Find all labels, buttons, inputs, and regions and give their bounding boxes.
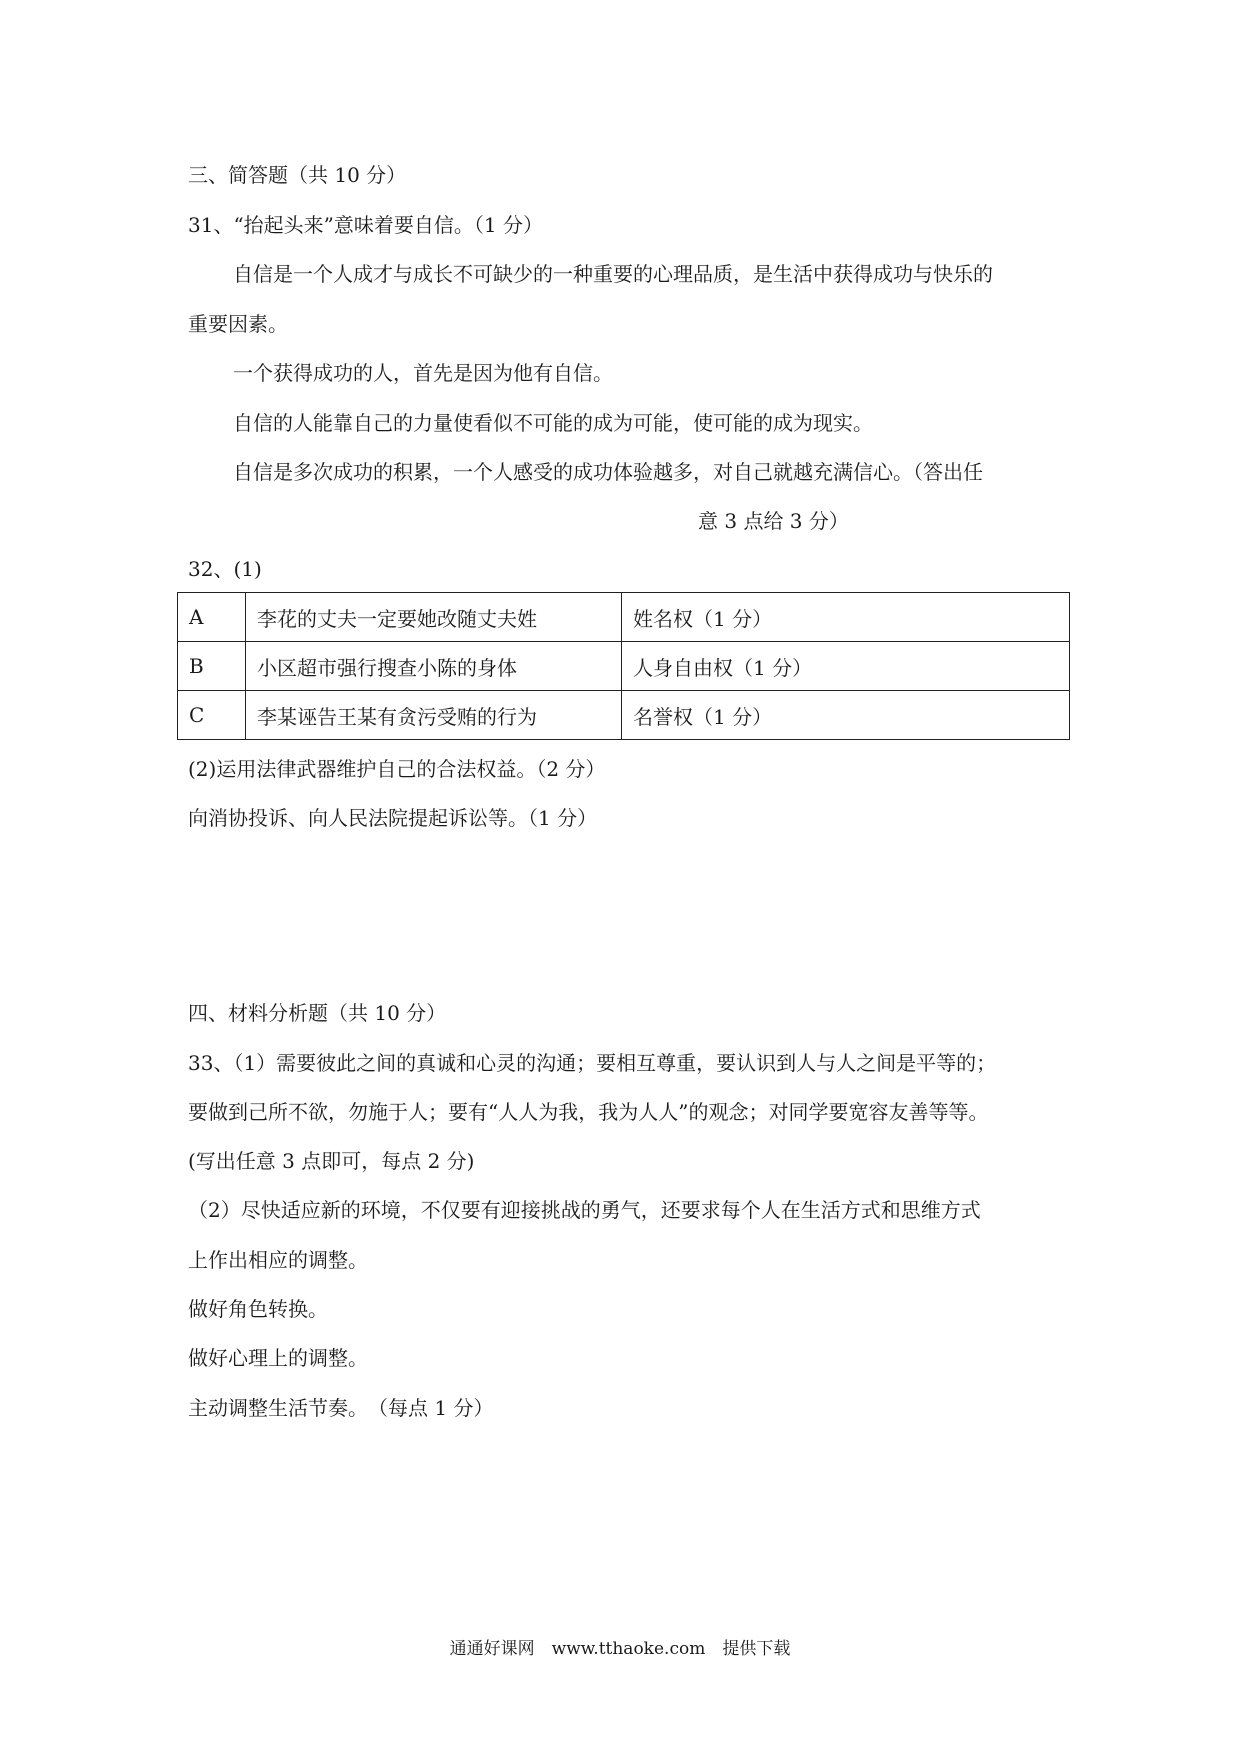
q32-part2-line-1: (2)运用法律武器维护自己的合法权益。（2 分） [188,757,606,781]
q33-line-2: 要做到己所不欲，勿施于人；要有“人人为我，我为人人”的观念；对同学要宽容友善等等。 [188,1100,989,1124]
q32-title: 32、(1) [188,557,262,581]
table-row [178,642,1070,691]
section-3-heading: 三、简答题（共 10 分） [188,163,407,187]
q33-line-8: 主动调整生活节奏。 （每点 1 分） [188,1396,494,1420]
rights-table [177,592,1070,740]
q33-line-5: 上作出相应的调整。 [188,1248,368,1272]
q33-line-1: 33、（1）需要彼此之间的真诚和心灵的沟通；要相互尊重，要认识到人与人之间是平等的； [188,1051,997,1075]
q31-answer-line-3: 一个获得成功的人，首先是因为他有自信。 [233,361,613,385]
q32-part2-line-2: 向消协投诉、向人民法院提起诉讼等。（1 分） [188,806,598,830]
right-cell: 人身自由权（1 分） [622,642,1070,691]
page-footer: 通通好课网 www.tthaoke.com 提供下载 [449,1639,791,1659]
row-label: A [178,593,246,642]
q31-answer-line-1: 自信是一个人成才与成长不可缺少的一种重要的心理品质，是生活中获得成功与快乐的 [233,262,993,286]
q33-line-3: (写出任意 3 点即可，每点 2 分) [188,1149,475,1173]
table-row [178,593,1070,642]
case-cell: 李某诬告王某有贪污受贿的行为 [246,691,622,740]
table-row [178,691,1070,740]
right-cell: 名誉权（1 分） [622,691,1070,740]
q31-title: 31、“抬起头来”意味着要自信。（1 分） [188,213,543,237]
q31-answer-line-4: 自信的人能靠自己的力量使看似不可能的成为可能，使可能的成为现实。 [233,411,873,435]
row-label: C [178,691,246,740]
q31-answer-line-5: 自信是多次成功的积累，一个人感受的成功体验越多，对自己就越充满信心。（答出任 [233,460,983,484]
case-cell: 小区超市强行搜查小陈的身体 [246,642,622,691]
q31-answer-line-2: 重要因素。 [188,312,288,336]
right-cell: 姓名权（1 分） [622,593,1070,642]
q33-line-6: 做好角色转换。 [188,1297,328,1321]
q31-answer-line-6: 意 3 点给 3 分） [698,509,849,533]
case-cell: 李花的丈夫一定要她改随丈夫姓 [246,593,622,642]
row-label: B [178,642,246,691]
q33-line-7: 做好心理上的调整。 [188,1346,368,1370]
q33-line-4: （2）尽快适应新的环境，不仅要有迎接挑战的勇气，还要求每个人在生活方式和思维方式 [188,1198,981,1222]
section-4-heading: 四、材料分析题（共 10 分） [188,1001,447,1025]
